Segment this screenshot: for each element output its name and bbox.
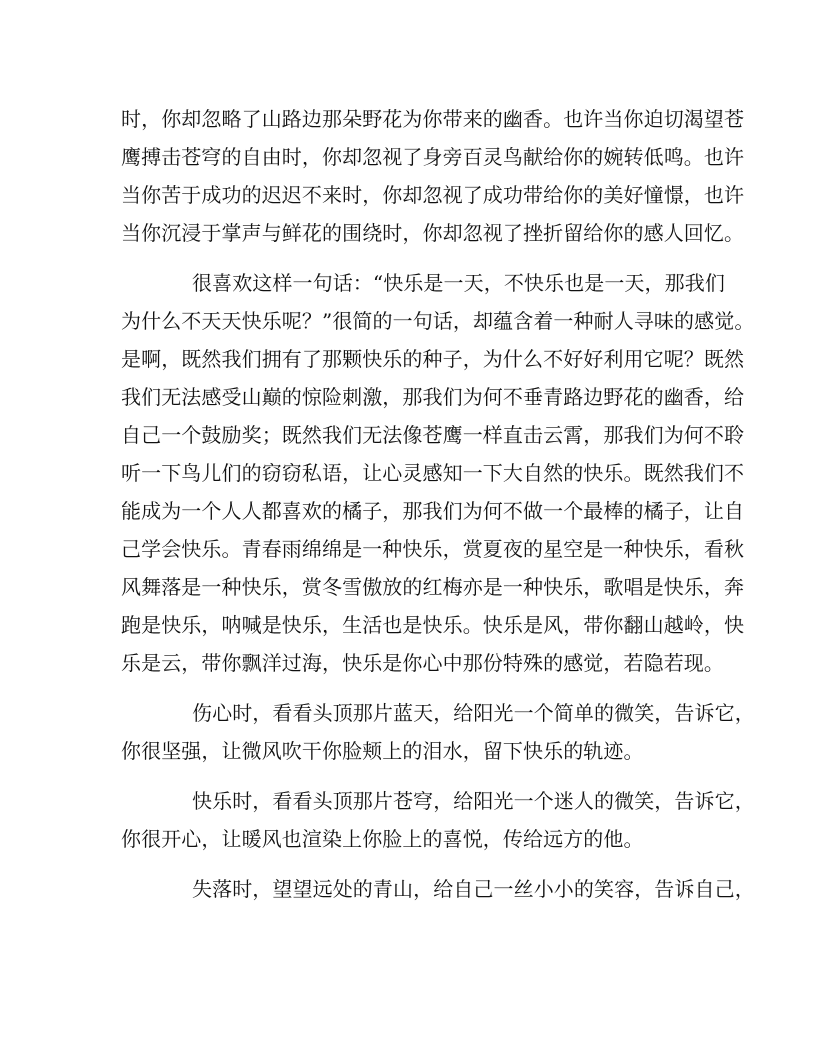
text-line: 己学会快乐。青春雨绵绵是一种快乐，赏夏夜的星空是一种快乐，看秋 [121, 537, 745, 561]
text-line: 为什么不天天快乐呢？”很简的一句话，却蕴含着一种耐人寻味的感觉。 [121, 309, 755, 333]
text-line: 鹰搏击苍穹的自由时，你却忽视了身旁百灵鸟献给你的婉转低鸣。也许 [121, 145, 745, 169]
text-line: 我们无法感受山巅的惊险刺激，那我们为何不垂青路边野花的幽香，给 [121, 385, 745, 409]
text-line: 当你沉浸于掌声与鲜花的围绕时，你却忽视了挫折留给你的感人回忆。 [121, 221, 745, 245]
text-line: 你很坚强，让微风吹干你脸颊上的泪水，留下快乐的轨迹。 [121, 739, 644, 763]
paragraph-start-line: 快乐时，看看头顶那片苍穹，给阳光一个迷人的微笑，告诉它， [192, 789, 755, 813]
paragraph-start-line: 伤心时，看看头顶那片蓝天，给阳光一个简单的微笑，告诉它， [192, 701, 755, 725]
text-line: 乐是云，带你飘洋过海，快乐是你心中那份特殊的感觉，若隐若现。 [121, 651, 724, 675]
paragraph-start-line: 很喜欢这样一句话：“快乐是一天，不快乐也是一天，那我们 [192, 271, 725, 295]
text-line: 风舞落是一种快乐，赏冬雪傲放的红梅亦是一种快乐，歌唱是快乐，奔 [121, 575, 745, 599]
text-line: 自己一个鼓励奖；既然我们无法像苍鹰一样直击云霄，那我们为何不聆 [121, 423, 745, 447]
text-line: 当你苦于成功的迟迟不来时，你却忽视了成功带给你的美好憧憬，也许 [121, 183, 745, 207]
text-line: 能成为一个人人都喜欢的橘子，那我们为何不做一个最棒的橘子，让自 [121, 499, 745, 523]
text-line: 跑是快乐，呐喊是快乐，生活也是快乐。快乐是风，带你翻山越岭，快 [121, 613, 745, 637]
paragraph-start-line: 失落时，望望远处的青山，给自己一丝小小的笑容，告诉自己， [192, 877, 755, 901]
text-line: 是啊，既然我们拥有了那颗快乐的种子，为什么不好好利用它呢？既然 [121, 347, 745, 371]
text-line: 听一下鸟儿们的窃窃私语，让心灵感知一下大自然的快乐。既然我们不 [121, 461, 745, 485]
text-line: 你很开心，让暖风也渲染上你脸上的喜悦，传给远方的他。 [121, 827, 644, 851]
text-line: 时，你却忽略了山路边那朵野花为你带来的幽香。也许当你迫切渴望苍 [121, 107, 745, 131]
